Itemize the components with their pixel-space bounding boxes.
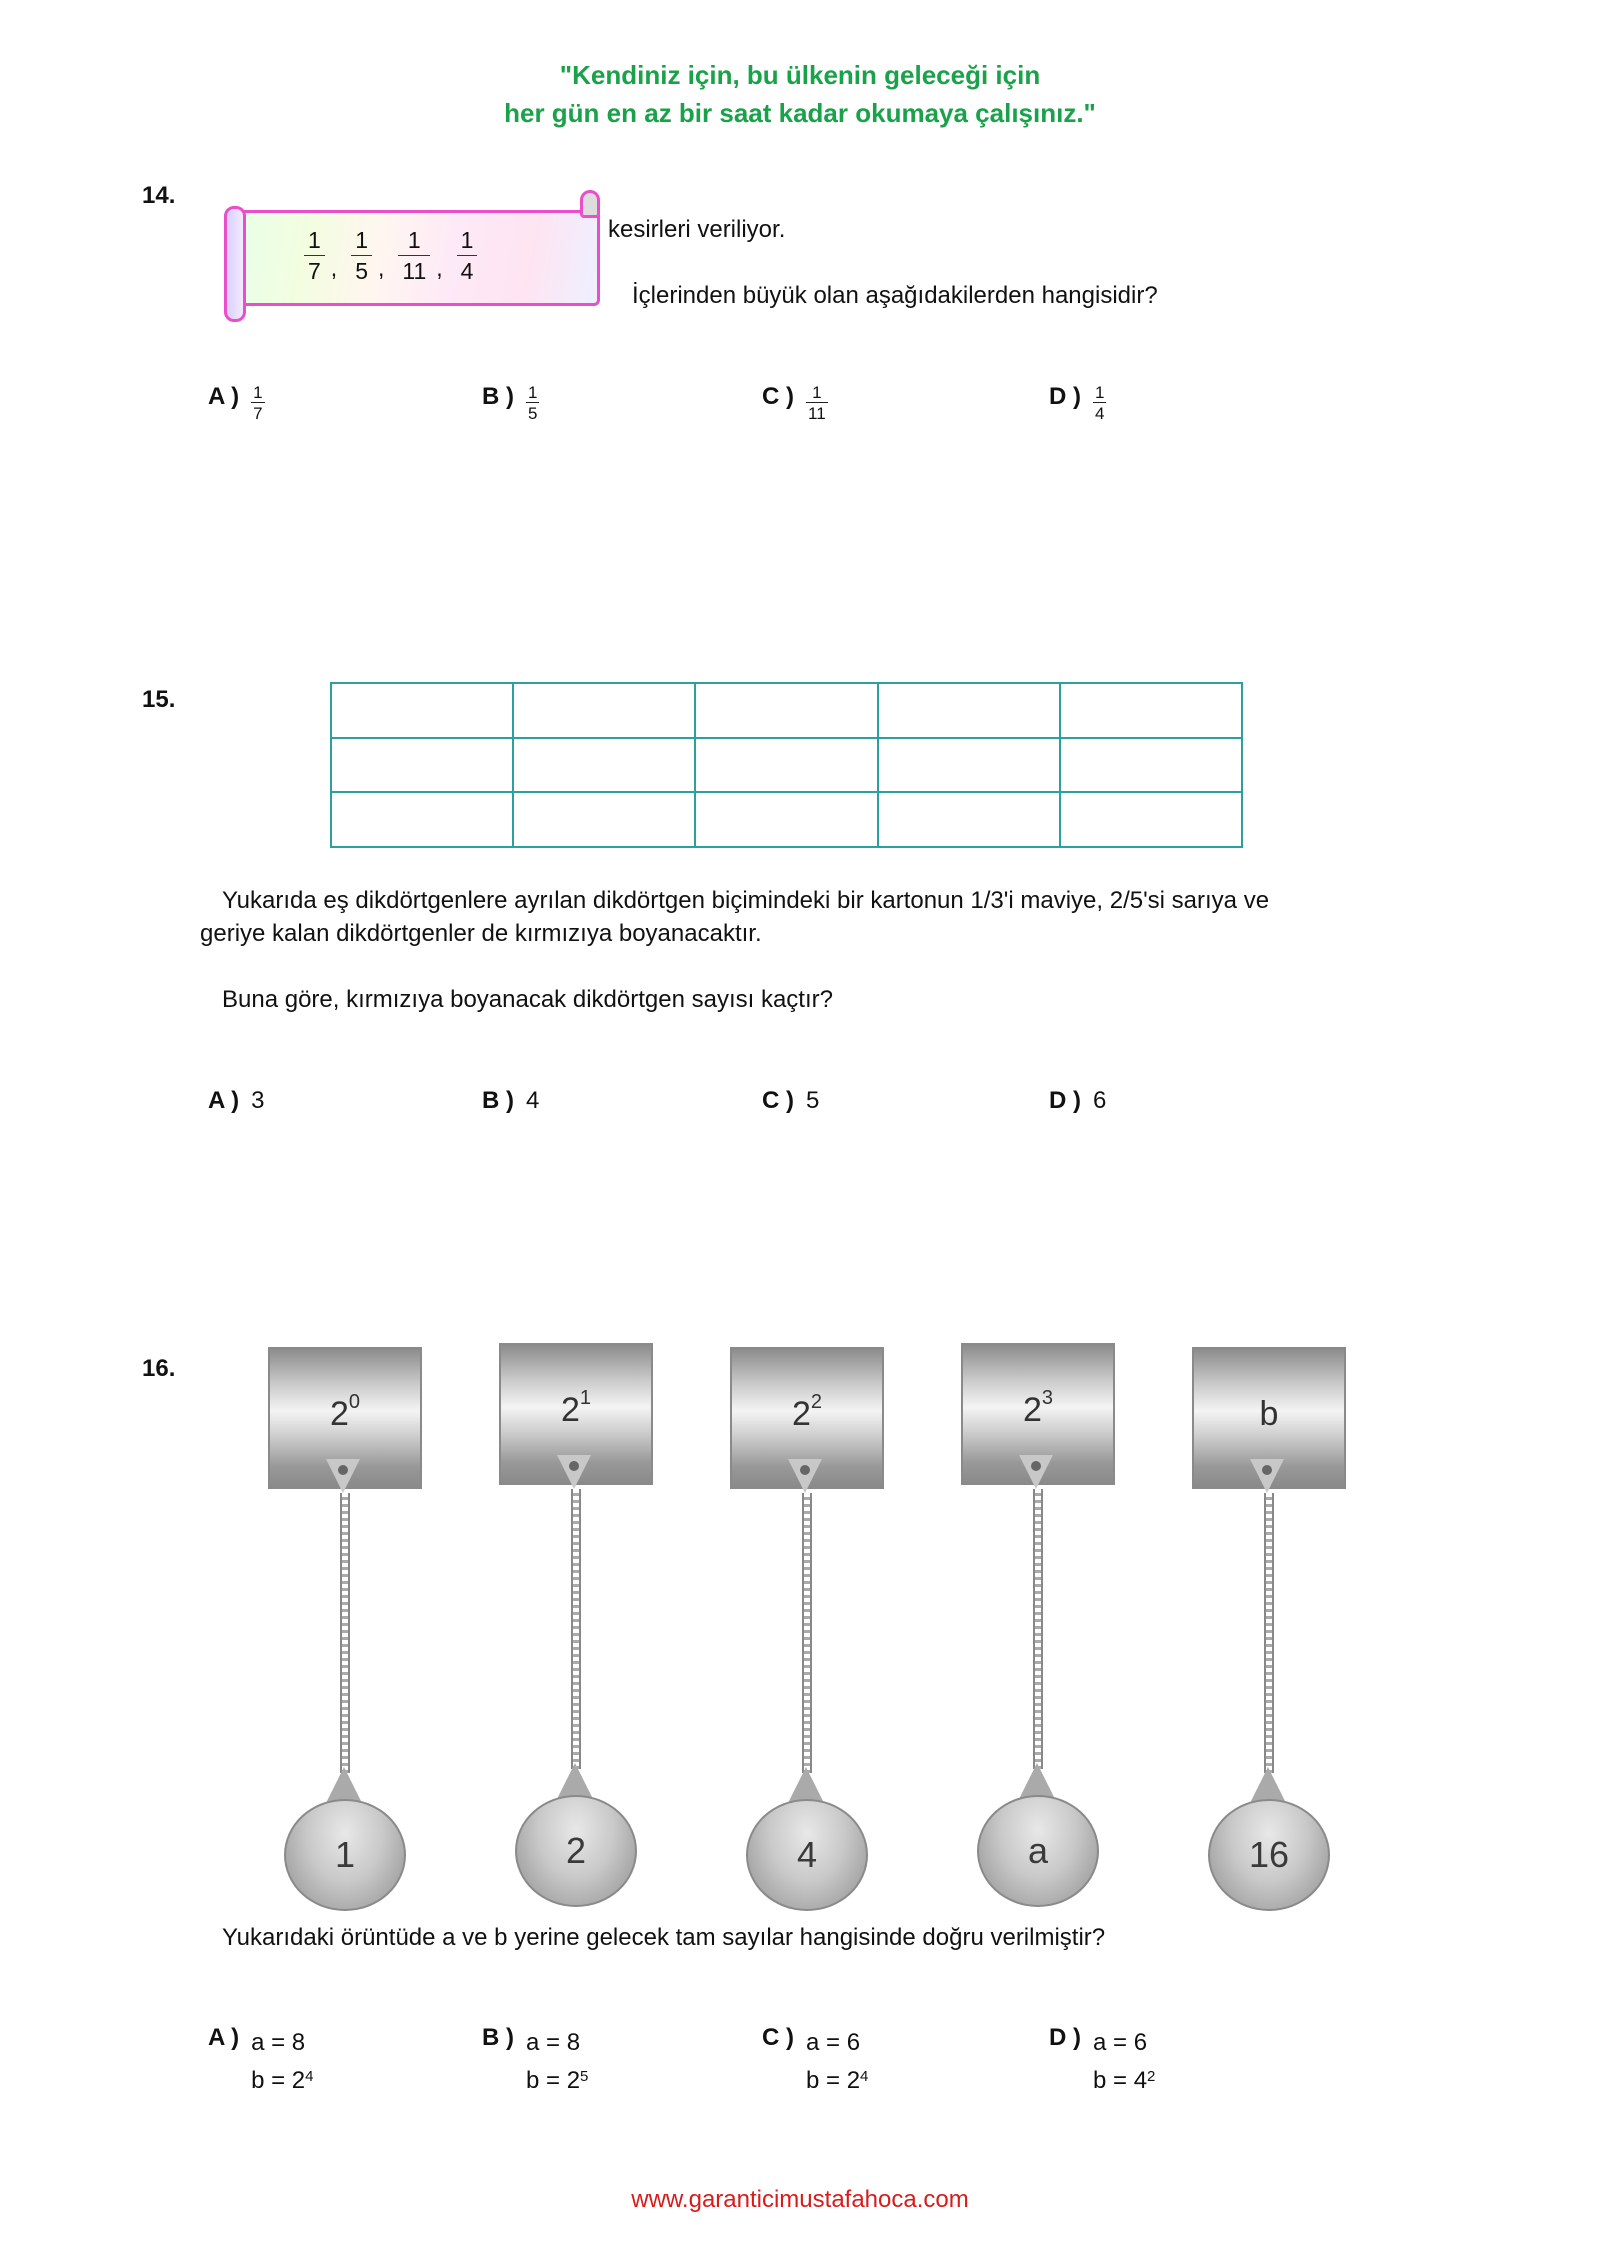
option-fraction: $\frac{1}{5}$	[528, 383, 538, 423]
question-14-number: 14.	[142, 182, 176, 209]
fraction-separator: ,	[330, 255, 338, 281]
scroll-fraction: $\frac{1}{7}$	[304, 228, 325, 283]
ball: 2	[515, 1795, 637, 1907]
grid-cell	[1060, 738, 1242, 793]
option-b-value: $b = 4^2$	[1093, 2067, 1156, 2094]
option-value: 6	[1093, 1087, 1107, 1114]
option-values	[526, 2024, 588, 2100]
q16-option-c[interactable]	[762, 2024, 868, 2100]
ball-cap-icon	[1250, 1767, 1286, 1803]
option-b-value: $b = 2^4$	[251, 2067, 314, 2094]
grid-cell	[331, 792, 513, 847]
q15-option-b[interactable]	[482, 1087, 539, 1115]
option-label: B )	[482, 1087, 514, 1114]
scroll-left-roll	[224, 206, 246, 322]
grid-row	[331, 792, 1242, 847]
question-16-number: 16.	[142, 1355, 176, 1382]
screw-icon	[338, 1465, 348, 1475]
grid-row	[331, 738, 1242, 793]
option-label: A )	[208, 383, 240, 410]
q16-option-b[interactable]	[482, 2024, 588, 2100]
ball: a	[977, 1795, 1099, 1907]
screw-icon	[1031, 1461, 1041, 1471]
q15-question: Buna göre, kırmızıya boyanacak dikdörtgen sayısı kaçtır?	[222, 986, 833, 1013]
motivational-quote	[0, 56, 1600, 132]
rope	[1264, 1493, 1274, 1773]
cylinder-label: b	[1259, 1395, 1279, 1433]
cylinder-label: $2^0$	[329, 1391, 361, 1433]
q16-question: Yukarıdaki örüntüde a ve b yerine gelecek tam sayılar hangisinde doğru verilmiştir?	[222, 1924, 1106, 1951]
scroll-right-roll	[580, 190, 600, 218]
option-values	[806, 2024, 868, 2100]
grid-cell	[878, 792, 1060, 847]
grid-cell	[695, 792, 877, 847]
option-label: B )	[482, 383, 514, 410]
fraction-scroll-banner	[224, 190, 600, 320]
q16-option-d[interactable]	[1049, 2024, 1155, 2100]
footer-website-link[interactable]: www.garanticimustafahoca.com	[631, 2186, 969, 2213]
option-value: 4	[526, 1087, 540, 1114]
q15-statement-line-2: geriye kalan dikdörtgenler de kırmızıya boyanacaktır.	[200, 920, 762, 947]
grid-cell	[513, 683, 695, 738]
option-value: 3	[251, 1087, 265, 1114]
fraction-separator: ,	[377, 255, 385, 281]
q14-option-b[interactable]	[482, 383, 539, 423]
screw-icon	[569, 1461, 579, 1471]
option-label: C )	[762, 1087, 794, 1114]
rope	[1033, 1489, 1043, 1769]
scroll-fraction: $\frac{1}{4}$	[457, 228, 478, 283]
option-a-value: a = 6	[1093, 2029, 1148, 2056]
fraction-separator: ,	[436, 255, 443, 281]
q14-option-c[interactable]	[762, 383, 828, 423]
ball: 16	[1208, 1799, 1330, 1911]
option-fraction: $\frac{1}{11}$	[808, 383, 826, 423]
grid-cell	[1060, 792, 1242, 847]
option-values	[1093, 2024, 1155, 2100]
grid-cell	[878, 683, 1060, 738]
option-label: C )	[762, 2024, 794, 2051]
q14-question: İçlerinden büyük olan aşağıdakilerden hangisidir?	[632, 282, 1158, 309]
q15-option-d[interactable]	[1049, 1087, 1106, 1115]
grid-cell	[513, 792, 695, 847]
ball-cap-icon	[788, 1767, 824, 1803]
q16-option-a[interactable]	[208, 2024, 314, 2100]
grid-cell	[1060, 683, 1242, 738]
q14-option-a[interactable]	[208, 383, 265, 423]
option-a-value: a = 8	[251, 2029, 306, 2056]
option-label: D )	[1049, 1087, 1081, 1114]
scroll-fraction: $\frac{1}{11}$	[398, 228, 430, 283]
ball-cap-icon	[1019, 1763, 1055, 1799]
option-a-value: a = 8	[526, 2029, 581, 2056]
q15-option-c[interactable]	[762, 1087, 819, 1115]
grid-row	[331, 683, 1242, 738]
rope	[802, 1493, 812, 1773]
cylinder-label: $2^1$	[560, 1387, 592, 1429]
question-15-number: 15.	[142, 686, 176, 713]
grid-cell	[695, 683, 877, 738]
option-value: 5	[806, 1087, 820, 1114]
screw-icon	[800, 1465, 810, 1475]
rectangle-grid	[330, 682, 1243, 848]
ball: 1	[284, 1799, 406, 1911]
grid-cell	[331, 738, 513, 793]
option-values	[251, 2024, 313, 2100]
grid-cell	[331, 683, 513, 738]
grid-cell	[878, 738, 1060, 793]
q15-statement-line-1: Yukarıda eş dikdörtgenlere ayrılan dikdörtgen biçimindeki bir kartonun 1/3'i maviye, 2/5'si sarıya ve	[222, 887, 1270, 914]
quote-line-2: her gün en az bir saat kadar okumaya çalışınız."	[504, 98, 1096, 128]
option-fraction: $\frac{1}{7}$	[253, 383, 263, 423]
ball-cap-icon	[326, 1767, 362, 1803]
ball: 4	[746, 1799, 868, 1911]
option-b-value: $b = 2^5$	[526, 2067, 589, 2094]
grid-cell	[695, 738, 877, 793]
scroll-fractions	[304, 228, 477, 283]
cylinder-label: $2^3$	[1022, 1387, 1054, 1429]
option-label: D )	[1049, 2024, 1081, 2051]
screw-icon	[1262, 1465, 1272, 1475]
scroll-fraction: $\frac{1}{5}$	[351, 228, 372, 283]
option-b-value: $b = 2^4$	[806, 2067, 869, 2094]
quote-line-1: "Kendiniz için, bu ülkenin geleceği için	[559, 60, 1041, 90]
q14-statement: kesirleri veriliyor.	[608, 216, 786, 243]
option-label: A )	[208, 2024, 240, 2051]
ball-cap-icon	[557, 1763, 593, 1799]
option-label: A )	[208, 1087, 240, 1114]
option-a-value: a = 6	[806, 2029, 861, 2056]
q14-option-d[interactable]	[1049, 383, 1106, 423]
cylinder-label: $2^2$	[791, 1391, 823, 1433]
option-label: C )	[762, 383, 794, 410]
option-label: B )	[482, 2024, 514, 2051]
option-fraction: $\frac{1}{4}$	[1095, 383, 1105, 423]
option-label: D )	[1049, 383, 1081, 410]
rope	[571, 1489, 581, 1769]
rope	[340, 1493, 350, 1773]
grid-cell	[513, 738, 695, 793]
q15-option-a[interactable]	[208, 1087, 264, 1115]
